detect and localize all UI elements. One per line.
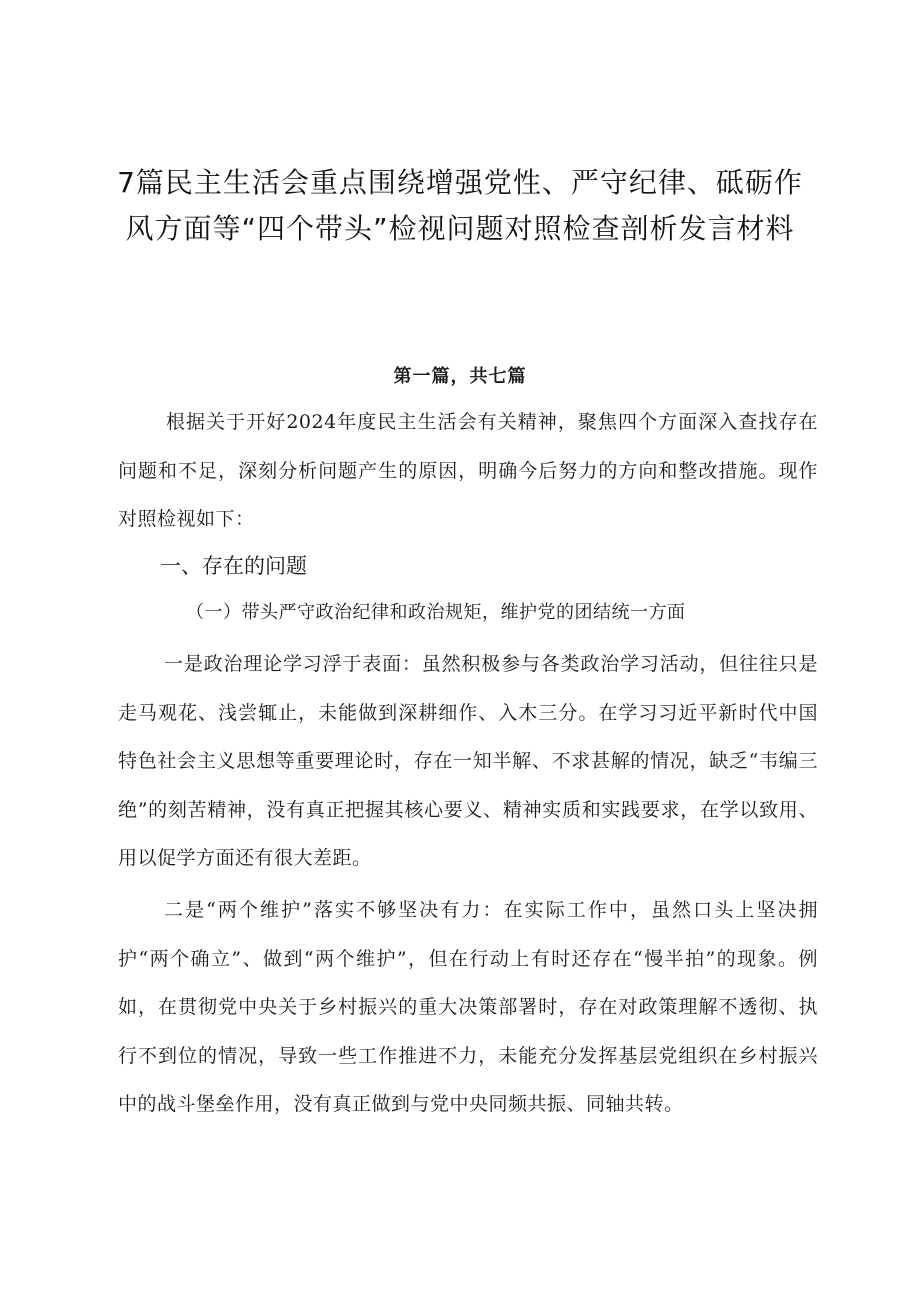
paragraph-one: 一是政治理论学习浮于表面：虽然积极参与各类政治学习活动，但往往只是走马观花、浅尝辄止，未能做到深耕细作、入木三分。在学习习近平新时代中国特色社会主义思想等重要理论时，存在一知半解、不求甚解的情况，缺乏“韦编三绝”的刻苦精神，没有真正把握其核心要义、精神实质和实践要求，在学以致用、用以促学方面还有很大差距。 bbox=[118, 653, 818, 869]
intro-paragraph: 根据关于开好2024年度民主生活会有关精神，聚焦四个方面深入查找存在问题和不足，深刻分析问题产生的原因，明确今后努力的方向和整改措施。现作对照检视如下： bbox=[118, 411, 818, 530]
section-heading: 一、存在的问题 bbox=[160, 554, 307, 578]
paragraph-two: 二是“两个维护”落实不够坚决有力：在实际工作中，虽然口头上坚决拥护“两个确立”、做到“两个维护”，但在行动上有时还存在“慢半拍”的现象。例如，在贯彻党中央关于乡村振兴的重大决策部署时，存在对政策理解不透彻、执行不到位的情况，导致一些工作推进不力，未能充分发挥基层党组织在乡村振兴中的战斗堡垒作用，没有真正做到与党中央同频共振、同轴共转。 bbox=[118, 899, 818, 1115]
document-title: 7篇民主生活会重点围绕增强党性、严守纪律、砥砺作风方面等“四个带头”检视问题对照检查剖析发言材料 bbox=[117, 166, 803, 245]
subsection-heading: （一）带头严守政治纪律和政治规矩，维护党的团结统一方面 bbox=[186, 602, 686, 623]
document-subtitle: 第一篇，共七篇 bbox=[393, 366, 527, 387]
